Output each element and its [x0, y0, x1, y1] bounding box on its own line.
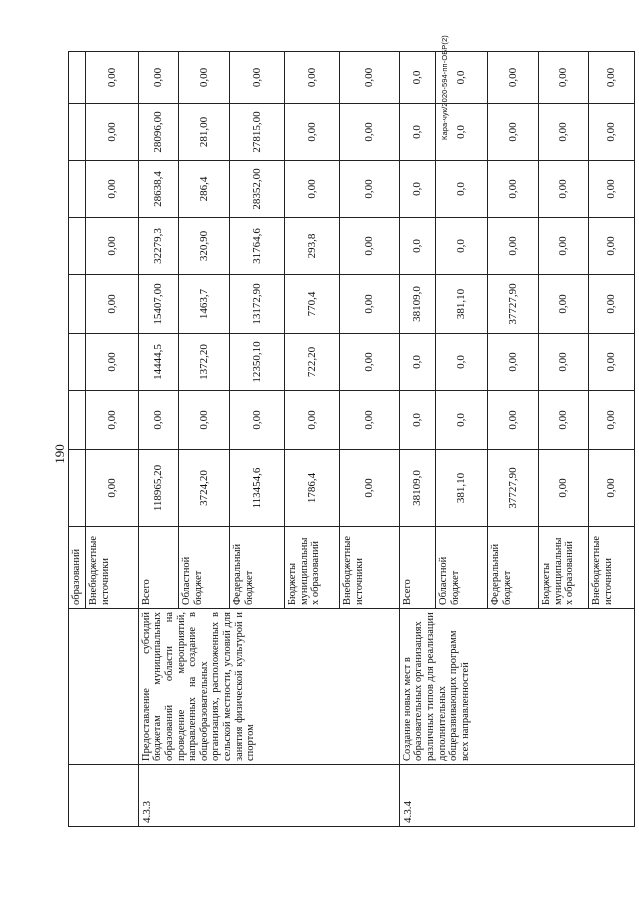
value-cell: 118965,20 [138, 450, 178, 527]
value-cell: 0,00 [229, 391, 284, 450]
value-cell: 37727,90 [487, 275, 538, 334]
value-cell: 381,10 [435, 275, 487, 334]
source-label: Бюджеты муниципальны х образований [284, 527, 339, 609]
value-cell: 0,0 [435, 161, 487, 218]
value-cell: 0,00 [538, 275, 588, 334]
value-cell: 320,90 [178, 218, 229, 275]
value-cell: 0,00 [538, 450, 588, 527]
value-cell: 0,00 [339, 218, 399, 275]
value-cell: 0,00 [85, 218, 138, 275]
value-cell: 32279,3 [138, 218, 178, 275]
value-cell: 0,00 [85, 334, 138, 391]
document-code: Кара-чук/2020-594-пп-ОБР(2) [440, 35, 449, 140]
value-cell: 0,0 [399, 104, 435, 161]
value-cell: 0,00 [588, 218, 634, 275]
source-label: Бюджеты муниципальны х образований [538, 527, 588, 609]
section-number: 4.3.4 [399, 765, 634, 827]
source-label: Внебюджетные источники [339, 527, 399, 609]
source-label: Федеральный бюджет [229, 527, 284, 609]
value-cell: 0,00 [538, 161, 588, 218]
value-cell: 38109,0 [399, 450, 435, 527]
value-cell: 1463,7 [178, 275, 229, 334]
source-label: Областной бюджет [435, 527, 487, 609]
table-row [138, 52, 178, 827]
value-cell: 0,0 [399, 52, 435, 104]
value-cell: 0,0 [435, 52, 487, 104]
value-cell: 0,00 [229, 52, 284, 104]
value-cell: 31764,6 [229, 218, 284, 275]
source-label: Внебюджетные источники [588, 527, 634, 609]
value-cell: 3724,20 [178, 450, 229, 527]
value-cell: 0,00 [588, 104, 634, 161]
value-cell: 0,00 [588, 334, 634, 391]
value-cell: 38109,0 [399, 275, 435, 334]
value-cell: 13172,90 [229, 275, 284, 334]
source-label: Всего [138, 527, 178, 609]
budget-table [68, 51, 635, 827]
value-cell: 27815,00 [229, 104, 284, 161]
header-cont-label: образований [69, 527, 86, 609]
value-cell: 0,00 [178, 52, 229, 104]
value-cell: 0,00 [85, 52, 138, 104]
value-cell: 28638,4 [138, 161, 178, 218]
value-cell: 0,00 [588, 275, 634, 334]
value-cell: 281,00 [178, 104, 229, 161]
value-cell: 0,00 [85, 450, 138, 527]
value-cell: 0,00 [538, 391, 588, 450]
source-label: Федеральный бюджет [487, 527, 538, 609]
value-cell: 0,00 [487, 334, 538, 391]
value-cell: 28096,00 [138, 104, 178, 161]
number-cell-empty [69, 765, 139, 827]
value-cell: 0,00 [538, 104, 588, 161]
value-cell: 0,0 [399, 161, 435, 218]
value-cell: 0,00 [284, 161, 339, 218]
value-cell: 0,00 [487, 104, 538, 161]
value-cell: 0,00 [339, 391, 399, 450]
value-cell: 0,00 [487, 161, 538, 218]
value-cell: 0,0 [435, 104, 487, 161]
value-cell: 15407,00 [138, 275, 178, 334]
value-cell: 0,00 [85, 275, 138, 334]
value-cell: 37727,90 [487, 450, 538, 527]
value-cell: 0,00 [487, 52, 538, 104]
value-cell: 0,00 [178, 391, 229, 450]
value-cell: 0,00 [284, 391, 339, 450]
value-cell: 0,00 [339, 334, 399, 391]
value-cell: 1786,4 [284, 450, 339, 527]
value-cell: 1372,20 [178, 334, 229, 391]
value-cell: 0,00 [588, 161, 634, 218]
value-cell: 0,00 [284, 104, 339, 161]
value-cell: 0,00 [138, 391, 178, 450]
value-cell: 0,0 [399, 218, 435, 275]
value-cell: 0,00 [588, 391, 634, 450]
value-cell: 113454,6 [229, 450, 284, 527]
value-cell: 0,00 [138, 52, 178, 104]
value-cell: 0,00 [588, 450, 634, 527]
rotated-table-wrapper [68, 52, 618, 827]
value-cell: 381,10 [435, 450, 487, 527]
value-cell: 0,00 [538, 334, 588, 391]
description-cell-empty [69, 609, 139, 765]
value-cell: 0,00 [284, 52, 339, 104]
value-cell: 0,0 [435, 391, 487, 450]
value-cell: 0,00 [487, 218, 538, 275]
source-label: Областной бюджет [178, 527, 229, 609]
value-cell: 0,0 [399, 391, 435, 450]
value-cell: 0,00 [339, 161, 399, 218]
value-cell: 0,00 [588, 52, 634, 104]
value-cell: 0,00 [85, 391, 138, 450]
source-label: Внебюджетные источники [85, 527, 138, 609]
table-row [399, 52, 435, 827]
section-description: Предоставление субсидий бюджетам муниципальных образований области на проведение мероприятий, направленных на создание в общеобразовательных организациях, расположенных в сельской местности, условий для занятия физической культурой и спортом [138, 609, 399, 765]
section-description: Создание новых мест в образовательных организациях различных типов для реализации дополнительных общеразвивающих программ всех направленностей [399, 609, 634, 765]
value-cell: 0,00 [538, 218, 588, 275]
value-cell: 0,0 [435, 218, 487, 275]
value-cell: 0,00 [85, 161, 138, 218]
value-cell: 0,00 [85, 104, 138, 161]
value-cell: 0,0 [399, 334, 435, 391]
value-cell: 293,8 [284, 218, 339, 275]
value-cell: 0,00 [339, 52, 399, 104]
value-cell: 0,00 [538, 52, 588, 104]
value-cell: 770,4 [284, 275, 339, 334]
value-cell: 286,4 [178, 161, 229, 218]
header-cont-row [69, 52, 86, 827]
value-cell: 12350,10 [229, 334, 284, 391]
value-cell: 14444,5 [138, 334, 178, 391]
source-label: Всего [399, 527, 435, 609]
value-cell: 0,00 [339, 450, 399, 527]
value-cell: 722,20 [284, 334, 339, 391]
section-number: 4.3.3 [138, 765, 399, 827]
value-cell: 0,0 [435, 334, 487, 391]
value-cell: 0,00 [339, 104, 399, 161]
value-cell: 28352,00 [229, 161, 284, 218]
value-cell: 0,00 [339, 275, 399, 334]
value-cell: 0,00 [487, 391, 538, 450]
page-number: 190 [52, 444, 67, 464]
